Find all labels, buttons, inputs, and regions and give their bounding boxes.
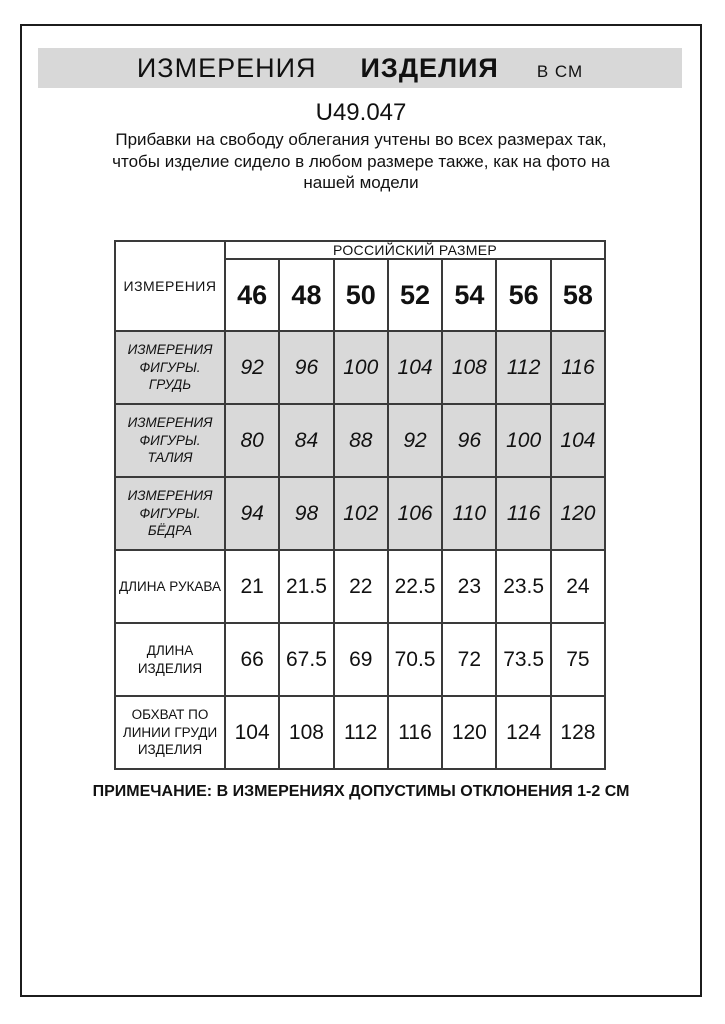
tolerance-note: ПРИМЕЧАНИЕ: В ИЗМЕРЕНИЯХ ДОПУСТИМЫ ОТКЛОНЕНИЯ 1-2 СМ (92, 783, 630, 800)
value-cell: 70.5 (388, 623, 442, 696)
table-row-figure-hips (115, 477, 605, 550)
value-cell: 73.5 (496, 623, 550, 696)
value-cell: 104 (551, 404, 605, 477)
measurements-corner-cell: ИЗМЕРЕНИЯ (115, 241, 225, 331)
table-row-figure-chest (115, 331, 605, 404)
value-cell: 22.5 (388, 550, 442, 623)
value-cell: 75 (551, 623, 605, 696)
value-cell: 104 (225, 696, 279, 769)
value-cell: 96 (442, 404, 496, 477)
row-label-cell: ДЛИНА РУКАВА (115, 550, 225, 623)
row-label-cell: ИЗМЕРЕНИЯ ФИГУРЫ. БЁДРА (115, 477, 225, 550)
value-cell: 102 (334, 477, 388, 550)
value-cell: 116 (551, 331, 605, 404)
value-cell: 120 (442, 696, 496, 769)
value-cell: 24 (551, 550, 605, 623)
value-cell: 116 (388, 696, 442, 769)
size-cell: 46 (225, 259, 279, 331)
value-cell: 116 (496, 477, 550, 550)
value-cell: 110 (442, 477, 496, 550)
size-group-header-row (115, 241, 605, 259)
value-cell: 100 (496, 404, 550, 477)
value-cell: 23 (442, 550, 496, 623)
fit-description-line: чтобы изделие сидело в любом размере также, как на фото на (112, 151, 610, 171)
value-cell: 21 (225, 550, 279, 623)
value-cell: 108 (442, 331, 496, 404)
title-product: ИЗДЕЛИЯ (360, 53, 499, 83)
size-cell: 50 (334, 259, 388, 331)
value-cell: 108 (279, 696, 333, 769)
row-label-cell: ОБХВАТ ПО ЛИНИИ ГРУДИ ИЗДЕЛИЯ (115, 696, 225, 769)
table-row-figure-waist (115, 404, 605, 477)
value-cell: 92 (388, 404, 442, 477)
size-cell: 52 (388, 259, 442, 331)
size-table (114, 240, 606, 770)
value-cell: 67.5 (279, 623, 333, 696)
value-cell: 96 (279, 331, 333, 404)
value-cell: 84 (279, 404, 333, 477)
page-frame (20, 24, 702, 997)
table-row-sleeve-length (115, 550, 605, 623)
value-cell: 104 (388, 331, 442, 404)
title-bar (38, 48, 682, 88)
value-cell: 128 (551, 696, 605, 769)
fit-description-line: нашей модели (303, 173, 419, 192)
value-cell: 98 (279, 477, 333, 550)
value-cell: 120 (551, 477, 605, 550)
table-row-chest-girth (115, 696, 605, 769)
size-cell: 48 (279, 259, 333, 331)
value-cell: 22 (334, 550, 388, 623)
value-cell: 88 (334, 404, 388, 477)
value-cell: 21.5 (279, 550, 333, 623)
row-label-cell: ИЗМЕРЕНИЯ ФИГУРЫ. ТАЛИЯ (115, 404, 225, 477)
value-cell: 80 (225, 404, 279, 477)
size-cell: 58 (551, 259, 605, 331)
value-cell: 94 (225, 477, 279, 550)
value-cell: 106 (388, 477, 442, 550)
value-cell: 92 (225, 331, 279, 404)
fit-description-line: Прибавки на свободу облегания учтены во всех размерах так, (115, 130, 607, 149)
size-cell: 54 (442, 259, 496, 331)
russian-size-header-cell: РОССИЙСКИЙ РАЗМЕР (225, 241, 605, 259)
value-cell: 72 (442, 623, 496, 696)
table-row-product-length (115, 623, 605, 696)
value-cell: 112 (496, 331, 550, 404)
row-label-cell: ДЛИНА ИЗДЕЛИЯ (115, 623, 225, 696)
size-cell: 56 (496, 259, 550, 331)
fit-description (22, 129, 700, 194)
value-cell: 66 (225, 623, 279, 696)
value-cell: 112 (334, 696, 388, 769)
value-cell: 23.5 (496, 550, 550, 623)
title-measurements: ИЗМЕРЕНИЯ (136, 53, 317, 83)
row-label-cell: ИЗМЕРЕНИЯ ФИГУРЫ. ГРУДЬ (115, 331, 225, 404)
value-cell: 124 (496, 696, 550, 769)
title-units: В СМ (536, 62, 584, 81)
article-code: U49.047 (315, 99, 407, 126)
value-cell: 100 (334, 331, 388, 404)
value-cell: 69 (334, 623, 388, 696)
